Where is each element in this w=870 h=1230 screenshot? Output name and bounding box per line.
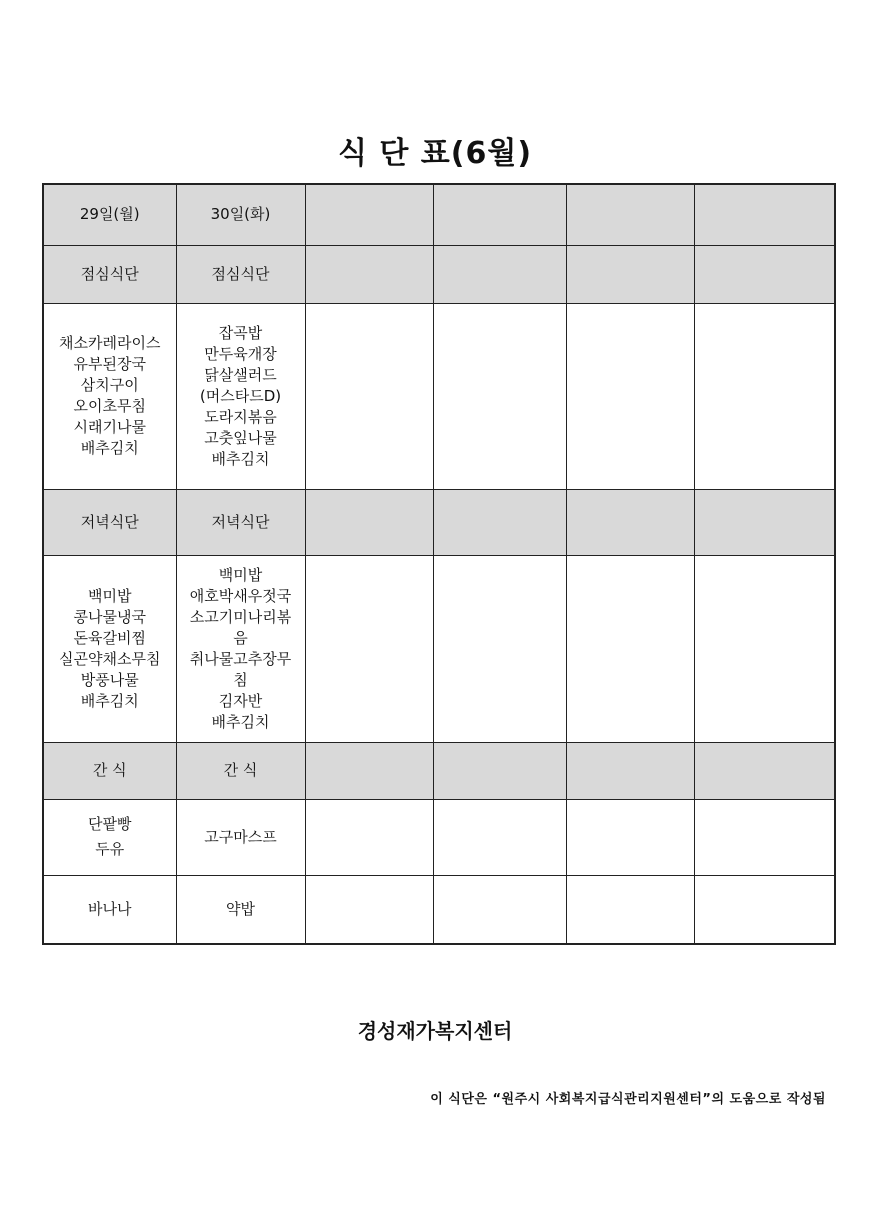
snack-cell <box>305 799 433 875</box>
snack-label-cell <box>566 742 694 799</box>
day-header-row <box>43 184 835 245</box>
day-header-cell <box>305 184 433 245</box>
lunch-menu-row <box>43 303 835 489</box>
snack-cell <box>305 875 433 944</box>
snack-row-1 <box>43 799 835 875</box>
organization-name: 경성재가복지센터 <box>357 1019 513 1043</box>
snack-label-cell <box>305 742 433 799</box>
dinner-label-cell <box>433 489 566 555</box>
snack-label-cell <box>694 742 835 799</box>
lunch-label-cell <box>566 245 694 303</box>
day-header-cell: 29일(월) <box>43 184 176 245</box>
dinner-label-cell <box>694 489 835 555</box>
snack-cell <box>566 875 694 944</box>
snack-label-cell: 간 식 <box>43 742 176 799</box>
dinner-menu-cell: 백미밥 애호박새우젓국 소고기미나리볶 음 취나물고추장무 침 김자반 배추김치 <box>176 555 305 742</box>
footnote: 이 식단은 “원주시 사회복지급식관리지원센터”의 도움으로 작성됨 <box>430 1092 826 1107</box>
lunch-menu-cell: 잡곡밥 만두육개장 닭살샐러드 (머스타드D) 도라지볶음 고춧잎나물 배추김치 <box>176 303 305 489</box>
dinner-label-row <box>43 489 835 555</box>
snack-cell <box>433 799 566 875</box>
lunch-menu-cell <box>694 303 835 489</box>
lunch-label-cell <box>433 245 566 303</box>
dinner-menu-cell <box>694 555 835 742</box>
snack-label-cell: 간 식 <box>176 742 305 799</box>
menu-table <box>42 183 836 945</box>
lunch-menu-cell <box>433 303 566 489</box>
snack-row-2 <box>43 875 835 944</box>
lunch-label-cell <box>694 245 835 303</box>
day-header-cell <box>566 184 694 245</box>
snack-cell <box>433 875 566 944</box>
day-header-cell <box>433 184 566 245</box>
snack-cell <box>566 799 694 875</box>
dinner-label-cell: 저녁식단 <box>176 489 305 555</box>
snack-label-row <box>43 742 835 799</box>
dinner-label-cell: 저녁식단 <box>43 489 176 555</box>
lunch-label-cell <box>305 245 433 303</box>
snack-label-cell <box>433 742 566 799</box>
snack-cell <box>694 875 835 944</box>
lunch-label-row <box>43 245 835 303</box>
lunch-label-cell: 점심식단 <box>176 245 305 303</box>
snack-cell: 고구마스프 <box>176 799 305 875</box>
snack-cell: 약밥 <box>176 875 305 944</box>
day-header-cell: 30일(화) <box>176 184 305 245</box>
dinner-label-cell <box>566 489 694 555</box>
dinner-menu-cell <box>305 555 433 742</box>
page-title: 식 단 표(6월) <box>337 136 533 171</box>
dinner-menu-cell <box>433 555 566 742</box>
lunch-menu-cell <box>305 303 433 489</box>
dinner-label-cell <box>305 489 433 555</box>
snack-cell: 단팥빵 두유 <box>43 799 176 875</box>
dinner-menu-cell <box>566 555 694 742</box>
snack-cell <box>694 799 835 875</box>
dinner-menu-cell: 백미밥 콩나물냉국 돈육갈비찜 실곤약채소무침 방풍나물 배추김치 <box>43 555 176 742</box>
lunch-menu-cell: 채소카레라이스 유부된장국 삼치구이 오이초무침 시래기나물 배추김치 <box>43 303 176 489</box>
dinner-menu-row <box>43 555 835 742</box>
lunch-menu-cell <box>566 303 694 489</box>
day-header-cell <box>694 184 835 245</box>
lunch-label-cell: 점심식단 <box>43 245 176 303</box>
snack-cell: 바나나 <box>43 875 176 944</box>
